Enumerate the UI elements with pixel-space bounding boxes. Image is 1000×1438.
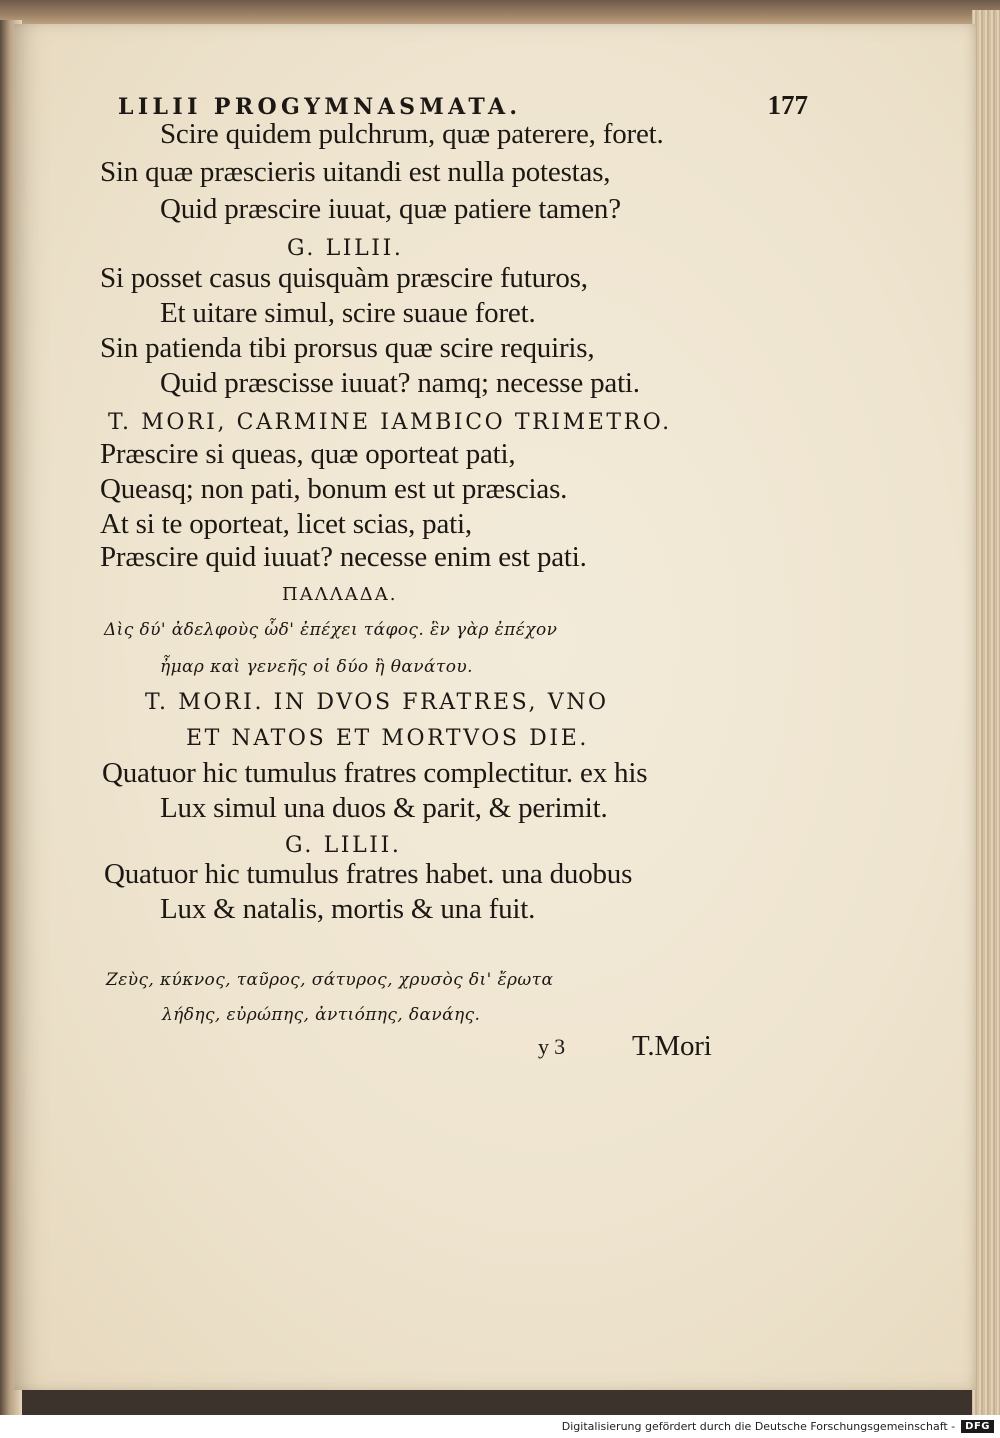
- verse-line: Præscire si queas, quæ oporteat pati,: [100, 438, 516, 470]
- section-heading: G. LILII.: [285, 833, 402, 858]
- catchword: T.Mori: [632, 1030, 712, 1062]
- verse-line: Quid præscisse iuuat? namq; necesse pati.: [160, 367, 640, 399]
- verse-line: Quatuor hic tumulus fratres habet. una duobus: [104, 858, 633, 890]
- section-heading: ET NATOS ET MORTVOS DIE.: [186, 726, 589, 751]
- dfg-logo-icon: DFG: [961, 1420, 994, 1433]
- verse-line: Lux simul una duos & parit, & perimit.: [160, 792, 608, 824]
- verse-line: Lux & natalis, mortis & una fuit.: [160, 893, 536, 925]
- verse-line: Sin quæ præscieris uitandi est nulla potestas,: [100, 156, 611, 188]
- greek-line: ἦμαρ καὶ γενεῆς οἱ δύο ἢ θανάτου.: [160, 657, 473, 677]
- running-title: LILII PROGYMNASMATA.: [118, 94, 522, 120]
- greek-line: Δὶς δύ' ἀδελφοὺς ὧδ' ἐπέχει τάφος. ἓν γὰρ ἐπέχον: [104, 620, 558, 640]
- verse-line: Præscire quid iuuat? necesse enim est pati.: [100, 541, 587, 573]
- verse-line: Et uitare simul, scire suaue foret.: [160, 297, 536, 329]
- running-head: [118, 90, 808, 120]
- verse-line: Scire quidem pulchrum, quæ paterere, foret.: [160, 118, 664, 150]
- verse-line: Si posset casus quisquàm præscire futuros,: [100, 262, 588, 294]
- greek-line: λήδης, εὐρώπης, ἀντιόπης, δανάης.: [162, 1005, 481, 1025]
- verse-line: Quid præscire iuuat, quæ patiere tamen?: [160, 193, 621, 225]
- attribution-footer: [0, 1415, 1000, 1438]
- verse-line: Sin patienda tibi prorsus quæ scire requiris,: [100, 332, 595, 364]
- attribution-text: Digitalisierung gefördert durch die Deutsche Forschungsgemeinschaft -: [561, 1420, 956, 1433]
- verse-line: At si te oporteat, licet scias, pati,: [100, 508, 472, 540]
- greek-heading: ΠΑΛΛΑΔΑ.: [282, 584, 398, 605]
- signature-mark: y 3: [538, 1034, 565, 1059]
- page-edges: [972, 10, 1000, 1415]
- page-number: 177: [767, 90, 808, 120]
- section-heading: T. MORI. IN DVOS FRATRES, VNO: [145, 690, 609, 715]
- verse-line: Quatuor hic tumulus fratres complectitur. ex his: [102, 757, 648, 789]
- section-heading: T. MORI, CARMINE IAMBICO TRIMETRO.: [108, 410, 672, 435]
- verse-line: Queasq; non pati, bonum est ut præscias.: [100, 473, 568, 505]
- section-heading: G. LILII.: [287, 236, 404, 261]
- greek-line: Ζεὺς, κύκνος, ταῦρος, σάτυρος, χρυσὸς δι' ἔρωτα: [106, 970, 554, 990]
